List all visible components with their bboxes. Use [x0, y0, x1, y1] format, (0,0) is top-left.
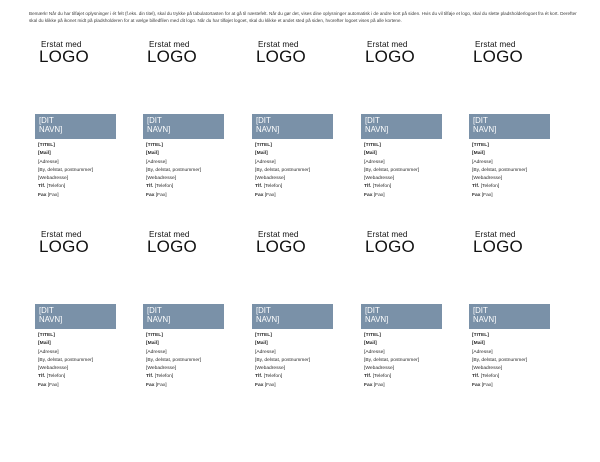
name-line-2: NAVN] — [147, 315, 171, 324]
fax-label: Fax — [472, 382, 481, 388]
city-field[interactable]: [By, delstat, postnummer] — [38, 167, 94, 173]
fax-label: Fax — [255, 382, 264, 388]
contact-info — [364, 142, 419, 200]
fax-row — [255, 382, 310, 390]
address-field[interactable]: [Adresse] — [472, 349, 493, 355]
logo-replace-text: Erstat med — [258, 230, 299, 239]
mail-field[interactable]: [Mail] — [472, 151, 485, 157]
logo-replace-text: Erstat med — [149, 40, 190, 49]
name-line-2: NAVN] — [365, 315, 389, 324]
address-field[interactable]: [Adresse] — [38, 159, 59, 165]
web-field[interactable]: [Webadresse] — [38, 366, 69, 372]
city-field[interactable]: [By, delstat, postnummer] — [146, 167, 202, 173]
web-field[interactable]: [Webadresse] — [364, 366, 395, 372]
city-field[interactable]: [By, delstat, postnummer] — [472, 167, 528, 173]
logo-text: LOGO — [256, 237, 306, 257]
title-field[interactable]: [TITEL] — [364, 333, 381, 338]
address-field[interactable]: [Adresse] — [472, 159, 493, 165]
web-field[interactable]: [Webadresse] — [364, 176, 395, 182]
logo-replace-text: Erstat med — [367, 230, 408, 239]
address-field[interactable]: [Adresse] — [146, 349, 167, 355]
phone-row — [146, 373, 201, 381]
contact-info — [472, 142, 527, 200]
city-field[interactable]: [By, delstat, postnummer] — [255, 167, 311, 173]
fax-field[interactable]: [Fax] — [155, 382, 167, 388]
web-field[interactable]: [Webadresse] — [146, 366, 177, 372]
logo-placeholder[interactable] — [147, 231, 197, 255]
business-card[interactable] — [361, 231, 461, 411]
name-line-2: NAVN] — [39, 315, 63, 324]
fax-label: Fax — [364, 382, 373, 388]
title-field[interactable]: [TITEL] — [472, 333, 489, 338]
business-card[interactable] — [361, 41, 461, 221]
address-field[interactable]: [Adresse] — [364, 159, 385, 165]
logo-placeholder[interactable] — [473, 231, 523, 255]
name-line-2: NAVN] — [473, 315, 497, 324]
fax-field[interactable]: [Fax] — [373, 192, 385, 198]
phone-row — [146, 183, 201, 191]
phone-field[interactable]: [Telefon] — [46, 184, 66, 190]
mail-field[interactable]: [Mail] — [38, 151, 51, 157]
phone-label: Tlf. — [472, 374, 480, 380]
fax-field[interactable]: [Fax] — [264, 192, 276, 198]
business-card[interactable] — [35, 231, 135, 411]
phone-field[interactable]: [Telefon] — [154, 184, 174, 190]
name-line-1: [DIT — [256, 116, 271, 125]
mail-field[interactable]: [Mail] — [472, 341, 485, 347]
name-line-2: NAVN] — [473, 125, 497, 134]
city-field[interactable]: [By, delstat, postnummer] — [364, 357, 420, 363]
title-field[interactable]: [TITEL] — [38, 143, 55, 148]
fax-row — [364, 382, 419, 390]
mail-field[interactable]: [Mail] — [255, 151, 268, 157]
contact-info — [364, 332, 419, 390]
name-line-1: [DIT — [147, 116, 162, 125]
web-field[interactable]: [Webadresse] — [38, 176, 69, 182]
city-field[interactable]: [By, delstat, postnummer] — [472, 357, 528, 363]
logo-text: LOGO — [365, 237, 415, 257]
logo-replace-text: Erstat med — [41, 230, 82, 239]
phone-row — [38, 373, 93, 381]
business-card[interactable] — [35, 41, 135, 221]
phone-field[interactable]: [Telefon] — [480, 374, 500, 380]
fax-label: Fax — [146, 382, 155, 388]
name-line-1: [DIT — [39, 306, 54, 315]
name-line-1: [DIT — [473, 306, 488, 315]
phone-row — [255, 183, 310, 191]
logo-replace-text: Erstat med — [475, 230, 516, 239]
logo-placeholder[interactable] — [256, 231, 306, 255]
name-banner[interactable] — [143, 114, 224, 139]
phone-label: Tlf. — [38, 184, 46, 190]
logo-replace-text: Erstat med — [149, 230, 190, 239]
fax-field[interactable]: [Fax] — [155, 192, 167, 198]
fax-row — [364, 192, 419, 200]
city-field[interactable]: [By, delstat, postnummer] — [38, 357, 94, 363]
title-field[interactable]: [TITEL] — [472, 143, 489, 148]
phone-label: Tlf. — [146, 184, 154, 190]
city-field[interactable]: [By, delstat, postnummer] — [146, 357, 202, 363]
fax-field[interactable]: [Fax] — [47, 382, 59, 388]
phone-row — [38, 183, 93, 191]
logo-replace-text: Erstat med — [41, 40, 82, 49]
phone-field[interactable]: [Telefon] — [263, 374, 283, 380]
name-banner[interactable] — [143, 304, 224, 329]
logo-placeholder[interactable] — [39, 41, 89, 65]
phone-label: Tlf. — [255, 374, 263, 380]
name-banner[interactable] — [35, 114, 116, 139]
address-field[interactable]: [Adresse] — [38, 349, 59, 355]
fax-row — [146, 382, 201, 390]
name-line-1: [DIT — [39, 116, 54, 125]
name-line-1: [DIT — [365, 116, 380, 125]
business-card[interactable] — [143, 231, 243, 411]
fax-row — [472, 192, 527, 200]
logo-placeholder[interactable] — [256, 41, 306, 65]
phone-label: Tlf. — [364, 374, 372, 380]
logo-text: LOGO — [473, 47, 523, 67]
web-field[interactable]: [Webadresse] — [146, 176, 177, 182]
fax-label: Fax — [38, 382, 47, 388]
fax-label: Fax — [472, 192, 481, 198]
fax-label: Fax — [255, 192, 264, 198]
phone-label: Tlf. — [472, 184, 480, 190]
logo-text: LOGO — [365, 47, 415, 67]
name-line-2: NAVN] — [365, 125, 389, 134]
contact-info — [472, 332, 527, 390]
phone-row — [364, 183, 419, 191]
fax-field[interactable]: [Fax] — [47, 192, 59, 198]
contact-info — [38, 332, 93, 390]
fax-label: Fax — [38, 192, 47, 198]
phone-field[interactable]: [Telefon] — [372, 374, 392, 380]
phone-row — [364, 373, 419, 381]
phone-field[interactable]: [Telefon] — [480, 184, 500, 190]
business-card[interactable] — [469, 231, 569, 411]
mail-field[interactable]: [Mail] — [146, 151, 159, 157]
phone-field[interactable]: [Telefon] — [372, 184, 392, 190]
contact-info — [146, 142, 201, 200]
city-field[interactable]: [By, delstat, postnummer] — [364, 167, 420, 173]
fax-field[interactable]: [Fax] — [481, 192, 493, 198]
logo-placeholder[interactable] — [473, 41, 523, 65]
logo-placeholder[interactable] — [365, 41, 415, 65]
phone-row — [472, 183, 527, 191]
web-field[interactable]: [Webadresse] — [255, 366, 286, 372]
fax-field[interactable]: [Fax] — [373, 382, 385, 388]
name-banner[interactable] — [361, 304, 442, 329]
logo-placeholder[interactable] — [147, 41, 197, 65]
contact-info — [255, 332, 310, 390]
mail-field[interactable]: [Mail] — [364, 151, 377, 157]
name-line-1: [DIT — [256, 306, 271, 315]
fax-row — [472, 382, 527, 390]
phone-row — [255, 373, 310, 381]
phone-row — [472, 373, 527, 381]
fax-row — [146, 192, 201, 200]
logo-text: LOGO — [256, 47, 306, 67]
business-card[interactable] — [252, 231, 352, 411]
name-line-2: NAVN] — [256, 315, 280, 324]
title-field[interactable]: [TITEL] — [38, 333, 55, 338]
logo-replace-text: Erstat med — [367, 40, 408, 49]
contact-info — [255, 142, 310, 200]
fax-field[interactable]: [Fax] — [481, 382, 493, 388]
contact-info — [38, 142, 93, 200]
logo-text: LOGO — [147, 237, 197, 257]
title-field[interactable]: [TITEL] — [146, 143, 163, 148]
business-card[interactable] — [143, 41, 243, 221]
instruction-note: Bemærk! Når du har tilføjet oplysninger i ét felt (f.eks. din titel), skal du trykke på tabulatortasten for at gå til næstefelt. Når du gør det, vises dine oplysninger automatisk i de andre kort på siden. Hvis du vil tilføje et logo, skal du slette pladsholderlogoet fra ét kort. Derefter skal du klikke på ikonet midt på pladsholderen for at vælge billedfilen med dit logo. Når du har tilføjet logoet, skal du klikke et andet sted på siden, hvorefter logoet vises på alle kortene. — [29, 11, 577, 23]
title-field[interactable]: [TITEL] — [146, 333, 163, 338]
mail-field[interactable]: [Mail] — [255, 341, 268, 347]
name-banner[interactable] — [35, 304, 116, 329]
logo-text: LOGO — [39, 47, 89, 67]
phone-label: Tlf. — [146, 374, 154, 380]
name-line-2: NAVN] — [39, 125, 63, 134]
phone-label: Tlf. — [364, 184, 372, 190]
web-field[interactable]: [Webadresse] — [255, 176, 286, 182]
fax-row — [255, 192, 310, 200]
logo-text: LOGO — [39, 237, 89, 257]
title-field[interactable]: [TITEL] — [255, 333, 272, 338]
name-banner[interactable] — [252, 304, 333, 329]
logo-placeholder[interactable] — [39, 231, 89, 255]
title-field[interactable]: [TITEL] — [364, 143, 381, 148]
address-field[interactable]: [Adresse] — [146, 159, 167, 165]
address-field[interactable]: [Adresse] — [364, 349, 385, 355]
web-field[interactable]: [Webadresse] — [472, 176, 503, 182]
phone-field[interactable]: [Telefon] — [46, 374, 66, 380]
name-line-1: [DIT — [147, 306, 162, 315]
fax-label: Fax — [146, 192, 155, 198]
phone-field[interactable]: [Telefon] — [263, 184, 283, 190]
logo-placeholder[interactable] — [365, 231, 415, 255]
city-field[interactable]: [By, delstat, postnummer] — [255, 357, 311, 363]
name-line-2: NAVN] — [256, 125, 280, 134]
business-card[interactable] — [252, 41, 352, 221]
name-banner[interactable] — [252, 114, 333, 139]
name-banner[interactable] — [361, 114, 442, 139]
mail-field[interactable]: [Mail] — [38, 341, 51, 347]
name-line-1: [DIT — [365, 306, 380, 315]
logo-text: LOGO — [473, 237, 523, 257]
name-line-2: NAVN] — [147, 125, 171, 134]
logo-text: LOGO — [147, 47, 197, 67]
mail-field[interactable]: [Mail] — [146, 341, 159, 347]
phone-field[interactable]: [Telefon] — [154, 374, 174, 380]
address-field[interactable]: [Adresse] — [255, 349, 276, 355]
address-field[interactable]: [Adresse] — [255, 159, 276, 165]
logo-replace-text: Erstat med — [475, 40, 516, 49]
phone-label: Tlf. — [255, 184, 263, 190]
name-line-1: [DIT — [473, 116, 488, 125]
web-field[interactable]: [Webadresse] — [472, 366, 503, 372]
logo-replace-text: Erstat med — [258, 40, 299, 49]
mail-field[interactable]: [Mail] — [364, 341, 377, 347]
fax-field[interactable]: [Fax] — [264, 382, 276, 388]
name-banner[interactable] — [469, 304, 550, 329]
fax-row — [38, 192, 93, 200]
title-field[interactable]: [TITEL] — [255, 143, 272, 148]
name-banner[interactable] — [469, 114, 550, 139]
contact-info — [146, 332, 201, 390]
business-card[interactable] — [469, 41, 569, 221]
fax-label: Fax — [364, 192, 373, 198]
phone-label: Tlf. — [38, 374, 46, 380]
fax-row — [38, 382, 93, 390]
